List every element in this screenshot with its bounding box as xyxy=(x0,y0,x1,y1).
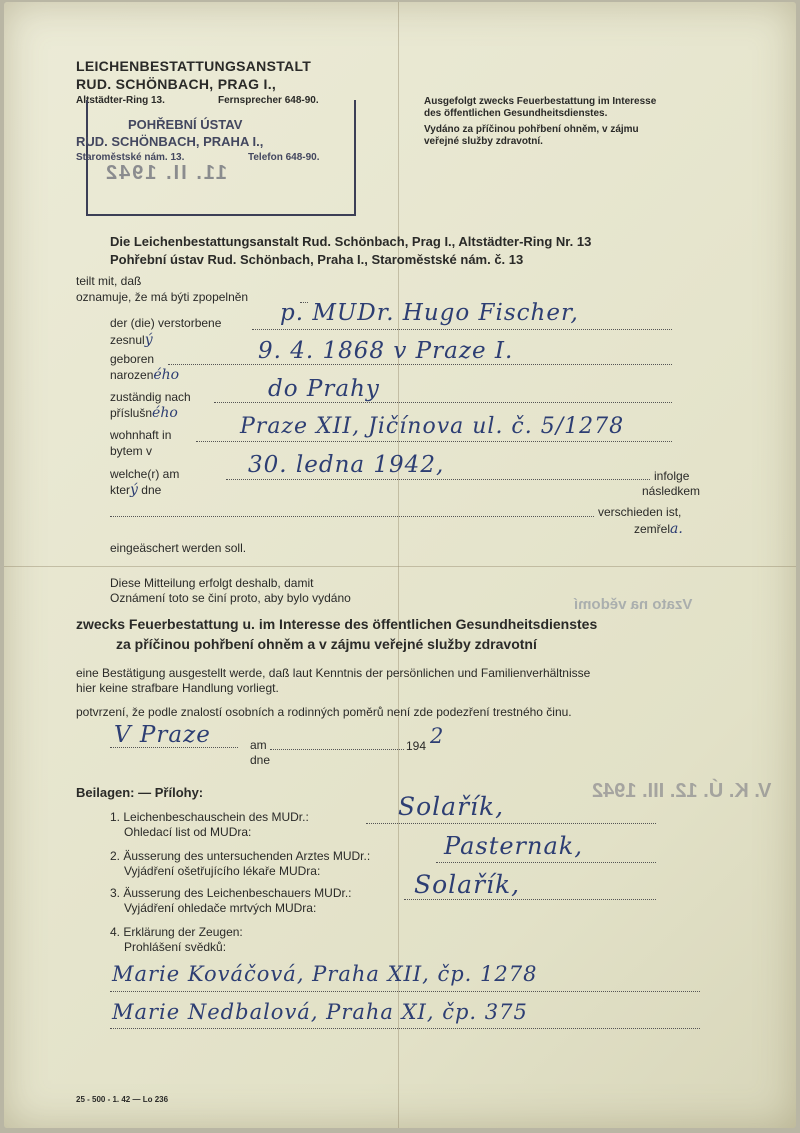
eingeaschert-label: eingeäschert werden soll. xyxy=(110,541,247,555)
attachment-item: 1. Leichenbeschauschein des MUDr.: xyxy=(110,810,309,824)
attachment-item: 2. Äusserung des untersuchenden Arztes MUDr.: xyxy=(110,849,371,863)
stamp-name: POHŘEBNÍ ÚSTAV xyxy=(128,117,243,132)
confirm-de: hier keine strafbare Handlung vorliegt. xyxy=(76,681,279,695)
stamp-phone: Telefon 648-90. xyxy=(248,152,320,163)
deceased-value: p. MUDr. Hugo Fischer, xyxy=(280,300,579,326)
fold-line xyxy=(398,2,399,1128)
dotted-line xyxy=(404,899,656,900)
ghost-stamp-note: Vzato na vědomí xyxy=(574,596,693,613)
company-name: LEICHENBESTATTUNGSANSTALT xyxy=(76,58,312,74)
domicile-label-cs: příslušného xyxy=(110,405,178,421)
year-suffix: 2 xyxy=(430,724,445,748)
company-owner: RUD. SCHÖNBACH, PRAG I., xyxy=(76,76,277,92)
residence-value: Praze XII, Jičínova ul. č. 5/1278 xyxy=(240,414,625,439)
issued-note-cs: veřejné služby zdravotní. xyxy=(424,136,543,147)
dotted-line xyxy=(366,823,656,824)
ghost-stamp-date: V. K. Ú. 12. III. 1942 xyxy=(592,780,772,802)
attachment-value: Pasternak, xyxy=(444,832,583,860)
attachment-item: 3. Äusserung des Leichenbeschauers MUDr.: xyxy=(110,886,352,900)
dotted-line xyxy=(226,479,650,480)
notice-cs: Oznámení toto se činí proto, aby bylo vydáno xyxy=(110,591,351,605)
residence-label-de: wohnhaft in xyxy=(110,428,172,442)
issued-note-cs: Vydáno za příčinou pohřbení ohněm, v zájmu xyxy=(424,124,639,135)
issued-note-de: des öffentlichen Gesundheitsdienstes. xyxy=(424,108,608,119)
am-label: am xyxy=(250,738,267,752)
intro-cs: Pohřební ústav Rud. Schönbach, Praha I., Staroměstské nám. č. 13 xyxy=(110,252,524,267)
witness-2: Marie Nedbalová, Praha XI, čp. 375 xyxy=(112,1000,528,1024)
date-label-cs: který dne xyxy=(110,482,162,498)
company-phone: Fernsprecher 648-90. xyxy=(218,95,319,106)
dne-label: dne xyxy=(250,753,271,767)
deceased-label-de: der (die) verstorbene xyxy=(110,316,222,330)
date-label-de: welche(r) am xyxy=(110,467,180,481)
date-value: 30. ledna 1942, xyxy=(248,452,445,478)
intro-teilt-de: teilt mit, daß xyxy=(76,274,142,288)
year-prefix: 194 xyxy=(406,739,427,753)
attachment-item-cs: Vyjádření ošetřujícího lékaře MUDra: xyxy=(124,864,321,878)
zemrel-label: zemřela. xyxy=(634,521,683,537)
notice-de: Diese Mitteilung erfolgt deshalb, damit xyxy=(110,576,314,590)
intro-de: Die Leichenbestattungsanstalt Rud. Schönbach, Prag I., Altstädter-Ring Nr. 13 xyxy=(110,234,592,249)
attachment-item-cs: Vyjádření ohledače mrtvých MUDra: xyxy=(124,901,317,915)
dotted-line xyxy=(110,1028,700,1029)
domicile-value: do Prahy xyxy=(268,376,380,402)
issued-note-de: Ausgefolgt zwecks Feuerbestattung im Interesse xyxy=(424,96,657,107)
witness-1: Marie Kováčová, Praha XII, čp. 1278 xyxy=(112,962,538,986)
born-label-de: geboren xyxy=(110,352,155,366)
confirm-de: eine Bestätigung ausgestellt werde, daß laut Kenntnis der persönlichen und Familienverhältnisse xyxy=(76,666,591,680)
residence-label-cs: bytem v xyxy=(110,444,153,458)
stamp-owner: RUD. SCHÖNBACH, PRAHA I., xyxy=(76,134,264,149)
stamp-date: 11. II. 1942 xyxy=(104,162,227,184)
dotted-line xyxy=(196,441,672,442)
attachment-value: Solařík, xyxy=(414,870,521,899)
dotted-line xyxy=(436,862,656,863)
fold-line xyxy=(4,566,796,567)
purpose-de: zwecks Feuerbestattung u. im Interesse des öffentlichen Gesundheitsdienstes xyxy=(76,616,598,632)
infolge-label: infolge xyxy=(654,469,690,483)
domicile-label-de: zuständig nach xyxy=(110,390,191,404)
stamp-address: Staroměstské nám. 13. xyxy=(76,152,185,163)
purpose-cs: za příčinou pohřbení ohněm a v zájmu veřejné služby zdravotní xyxy=(116,636,537,652)
attachment-value: Solařík, xyxy=(398,792,505,821)
nasledkem-label: následkem xyxy=(642,484,701,498)
deceased-label-cs: zesnulý xyxy=(110,332,153,348)
verschieden-label: verschieden ist, xyxy=(598,505,682,519)
born-value: 9. 4. 1868 v Praze I. xyxy=(258,338,514,364)
born-label-cs: narozeného xyxy=(110,367,180,383)
dotted-line xyxy=(270,749,404,750)
attachment-item: 4. Erklärung der Zeugen: xyxy=(110,925,243,939)
dotted-line xyxy=(168,364,672,365)
dotted-line xyxy=(110,991,700,992)
attachment-item-cs: Prohlášení svědků: xyxy=(124,940,227,954)
dotted-line xyxy=(214,402,672,403)
confirm-cs: potvrzení, že podle znalostí osobních a rodinných poměrů není zde podezření trestného činu. xyxy=(76,705,572,719)
company-address: Altstädter-Ring 13. xyxy=(76,95,165,106)
print-code: 25 - 500 - 1. 42 — Lo 236 xyxy=(76,1095,169,1104)
attachments-heading: Beilagen: — Přílohy: xyxy=(76,785,204,800)
place-value: V Praze xyxy=(114,722,211,748)
attachment-item-cs: Ohledací list od MUDra: xyxy=(124,825,252,839)
intro-teilt-cs: oznamuje, že má býti zpopelněn xyxy=(76,290,249,304)
dotted-line xyxy=(110,516,594,517)
dotted-line xyxy=(252,329,672,330)
